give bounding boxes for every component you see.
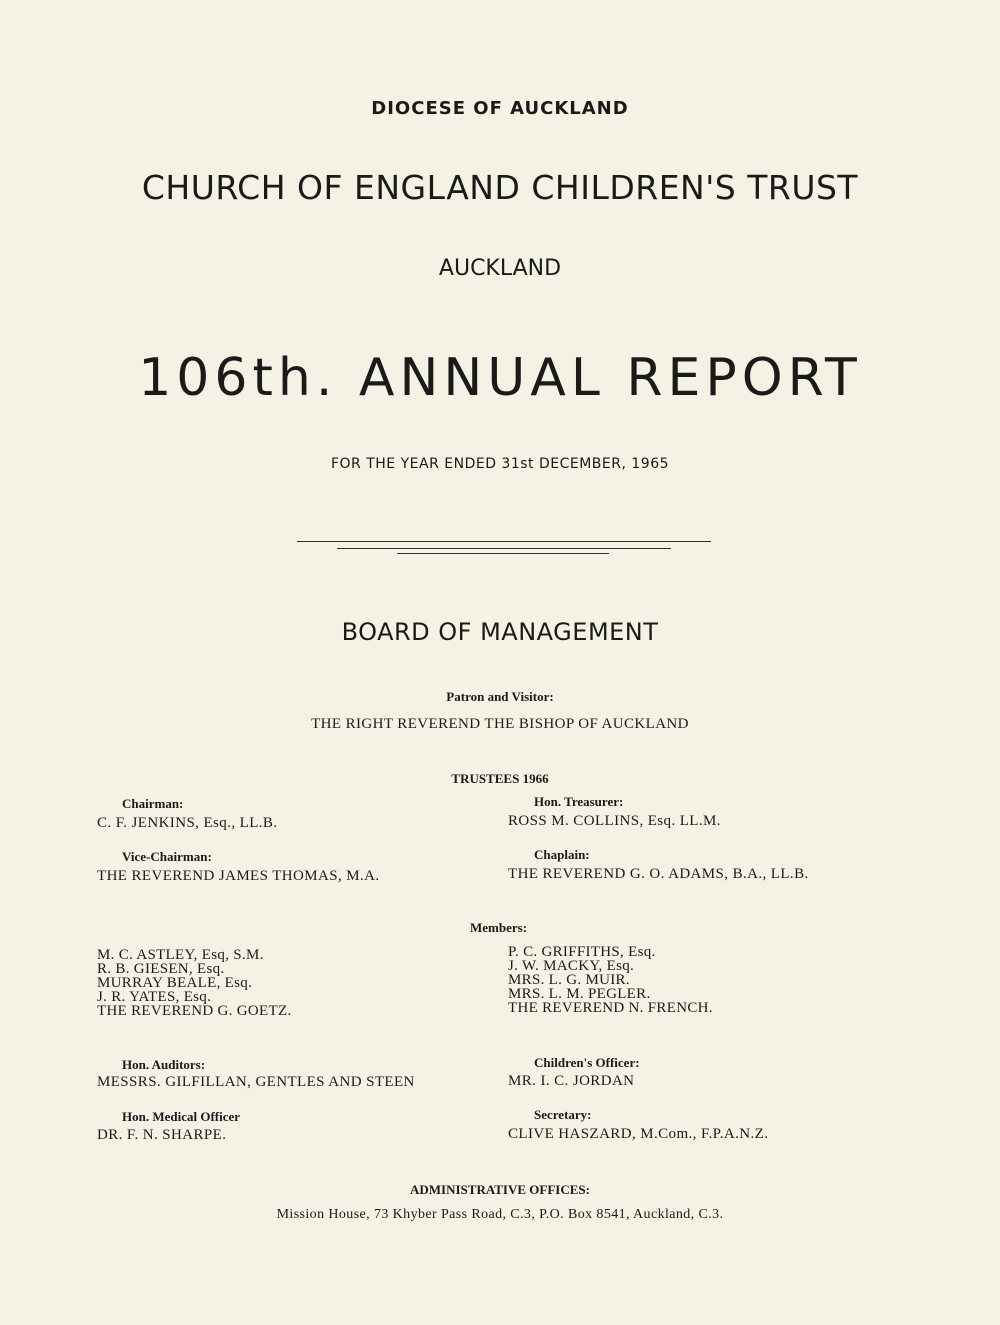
treasurer-label: Hon. Treasurer: — [534, 794, 624, 809]
medical-officer-label: Hon. Medical Officer — [122, 1109, 241, 1124]
members-left-list — [97, 948, 292, 1018]
board-heading: BOARD OF MANAGEMENT — [341, 618, 659, 646]
childrens-officer-name: MR. I. C. JORDAN — [508, 1073, 635, 1089]
offices-address: Mission House, 73 Khyber Pass Road, C.3, P.O. Box 8541, Auckland, C.3. — [276, 1207, 724, 1222]
treasurer-name: ROSS M. COLLINS, Esq. LL.M. — [508, 813, 721, 829]
member: M. C. ASTLEY, Esq, S.M. — [97, 947, 264, 963]
member: THE REVEREND G. GOETZ. — [97, 1003, 292, 1019]
member: MRS. L. G. MUIR. — [508, 972, 630, 988]
member: J. R. YATES, Esq. — [97, 989, 212, 1005]
auditors-name: MESSRS. GILFILLAN, GENTLES AND STEEN — [97, 1074, 415, 1090]
chaplain-name: THE REVEREND G. O. ADAMS, B.A., LL.B. — [508, 866, 809, 882]
member: MRS. L. M. PEGLER. — [508, 986, 651, 1002]
trustees-heading: TRUSTEES 1966 — [451, 771, 549, 786]
member: MURRAY BEALE, Esq. — [97, 975, 253, 991]
divider-rule — [297, 541, 711, 542]
medical-officer-name: DR. F. N. SHARPE. — [97, 1127, 227, 1143]
chaplain-label: Chaplain: — [534, 847, 590, 862]
vice-chairman-label: Vice-Chairman: — [122, 849, 212, 864]
city-heading: AUCKLAND — [438, 256, 562, 281]
auditors-label: Hon. Auditors: — [122, 1057, 206, 1072]
member: THE REVEREND N. FRENCH. — [508, 1000, 713, 1016]
secretary-name: CLIVE HASZARD, M.Com., F.P.A.N.Z. — [508, 1126, 769, 1142]
patron-name: THE RIGHT REVEREND THE BISHOP OF AUCKLAND — [311, 716, 689, 732]
patron-label: Patron and Visitor: — [446, 689, 554, 704]
members-right-list — [508, 945, 713, 1015]
report-title: 106th. ANNUAL REPORT — [138, 348, 862, 408]
divider-rule — [337, 548, 671, 549]
secretary-label: Secretary: — [534, 1107, 592, 1122]
childrens-officer-label: Children's Officer: — [534, 1055, 640, 1070]
offices-label: ADMINISTRATIVE OFFICES: — [410, 1182, 590, 1197]
member: R. B. GIESEN, Esq. — [97, 961, 225, 977]
diocese-heading: DIOCESE OF AUCKLAND — [371, 98, 629, 119]
chairman-label: Chairman: — [122, 796, 184, 811]
organization-title: CHURCH OF ENGLAND CHILDREN'S TRUST — [141, 168, 859, 207]
report-period: FOR THE YEAR ENDED 31st DECEMBER, 1965 — [330, 456, 670, 472]
vice-chairman-name: THE REVEREND JAMES THOMAS, M.A. — [97, 868, 380, 884]
member: J. W. MACKY, Esq. — [508, 958, 635, 974]
members-label: Members: — [470, 920, 528, 935]
member: P. C. GRIFFITHS, Esq. — [508, 944, 656, 960]
divider-rule — [397, 553, 609, 554]
chairman-name: C. F. JENKINS, Esq., LL.B. — [97, 815, 278, 831]
